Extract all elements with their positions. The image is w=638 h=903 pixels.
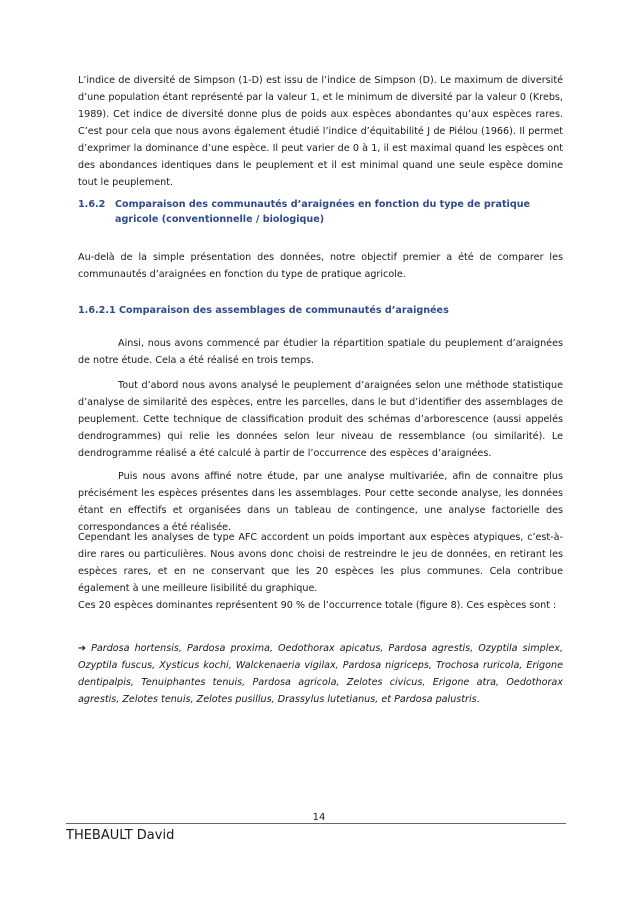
section-title: Comparaison des communautés d’araignées en fonction du type de pratique agricole (conventionnelle / biologique) [115,199,531,225]
arrow-right-icon: ➔ [78,643,87,654]
paragraph-text: Au-delà de la simple présentation des données, notre objectif premier a été de comparer les communautés d’araignées en fonction du type de pratique agricole. [78,252,563,280]
species-paragraph [78,640,563,708]
species-names: Pardosa hortensis, Pardosa proxima, Oedothorax apicatus, Pardosa agrestis, Ozyptila simplex, Ozyptila fuscus, Xysticus kochi, Walckenaeria vigilax, Pardosa nigriceps, Trochosa ruricola, Erigone dentipalpis, Tenuiphantes tenuis, Pardosa agricola, Zelotes civicus, Erigone atra, Oedothorax agrestis, Zelotes tenuis, Zelotes pusillus, Drassylus lutetianus, et Pardosa palustris [78,643,563,705]
paragraph-intro [78,335,563,369]
paragraph-afc [78,529,563,597]
subsection-heading [78,302,563,319]
paragraph-text: Puis nous avons affiné notre étude, par une analyse multivariée, afin de connaitre plus précisément les espèces présentes dans les assemblages. Pour cette seconde analyse, les données étant en effectifs et organisées dans un tableau de contingence, une analyse factorielle des correspondances a été réalisée. [78,471,563,533]
subsection-title: 1.6.2.1 Comparaison des assemblages de communautés d’araignées [78,305,449,316]
footer-author: THEBAULT David [66,828,175,843]
paragraph-text: Tout d’abord nous avons analysé le peuplement d’araignées selon une méthode statistique d’analyse de similarité des espèces, entre les parcelles, dans le but d’identifier des assemblages de peuplement. Cette technique de classification produit des schémas d’arborescence (aussi appelés dendrogrammes) qui relie les données selon leur niveau de ressemblance (ou similarité). Le dendrogramme réalisé a été calculé à partir de l’occurrence des espèces d’araignées. [78,380,563,459]
paragraph-dendrogram [78,377,563,462]
paragraph-simpson-index [78,72,563,191]
paragraph-text: Ainsi, nous avons commencé par étudier la répartition spatiale du peuplement d’araignées de notre étude. Cela a été réalisé en trois temps. [78,338,563,366]
species-end: . [476,694,480,705]
section-heading [78,197,563,229]
paragraph-objective [78,249,563,283]
footer-divider [66,823,566,824]
species-list [78,640,563,708]
paragraph-text: Cependant les analyses de type AFC accordent un poids important aux espèces atypiques, c’est-à-dire rares ou particulières. Nous avons donc choisi de restreindre le jeu de données, en retirant les espèces rares, et en ne conservant que les 20 espèces les plus communes. Cela contribue également à une meilleure lisibilité du graphique. [78,532,563,594]
paragraph-text: L’indice de diversité de Simpson (1-D) est issu de l’indice de Simpson (D). Le maximum de diversité d’une population étant représenté par la valeur 1, et le minimum de diversité par la valeur 0 (Krebs, 1989). Cet indice de diversité donne plus de poids aux espèces abondantes qu’aux espèces rares. C’est pour cela que nous avons également étudié l’indice d’équitabilité J de Piélou (1966). Il permet d’exprimer la dominance d’une espèce. Il peut varier de 0 à 1, il est maximal quand les espèces ont des abondances identiques dans le peuplement et il est minimal quand une seule espèce domine tout le peuplement. [78,75,563,188]
paragraph-dominant-species [78,597,563,614]
paragraph-multivariate [78,468,563,536]
page-number: 14 [312,812,326,823]
paragraph-text: Ces 20 espèces dominantes représentent 90 % de l’occurrence totale (figure 8). Ces espèces sont : [78,600,557,611]
section-number: 1.6.2 [78,199,106,210]
